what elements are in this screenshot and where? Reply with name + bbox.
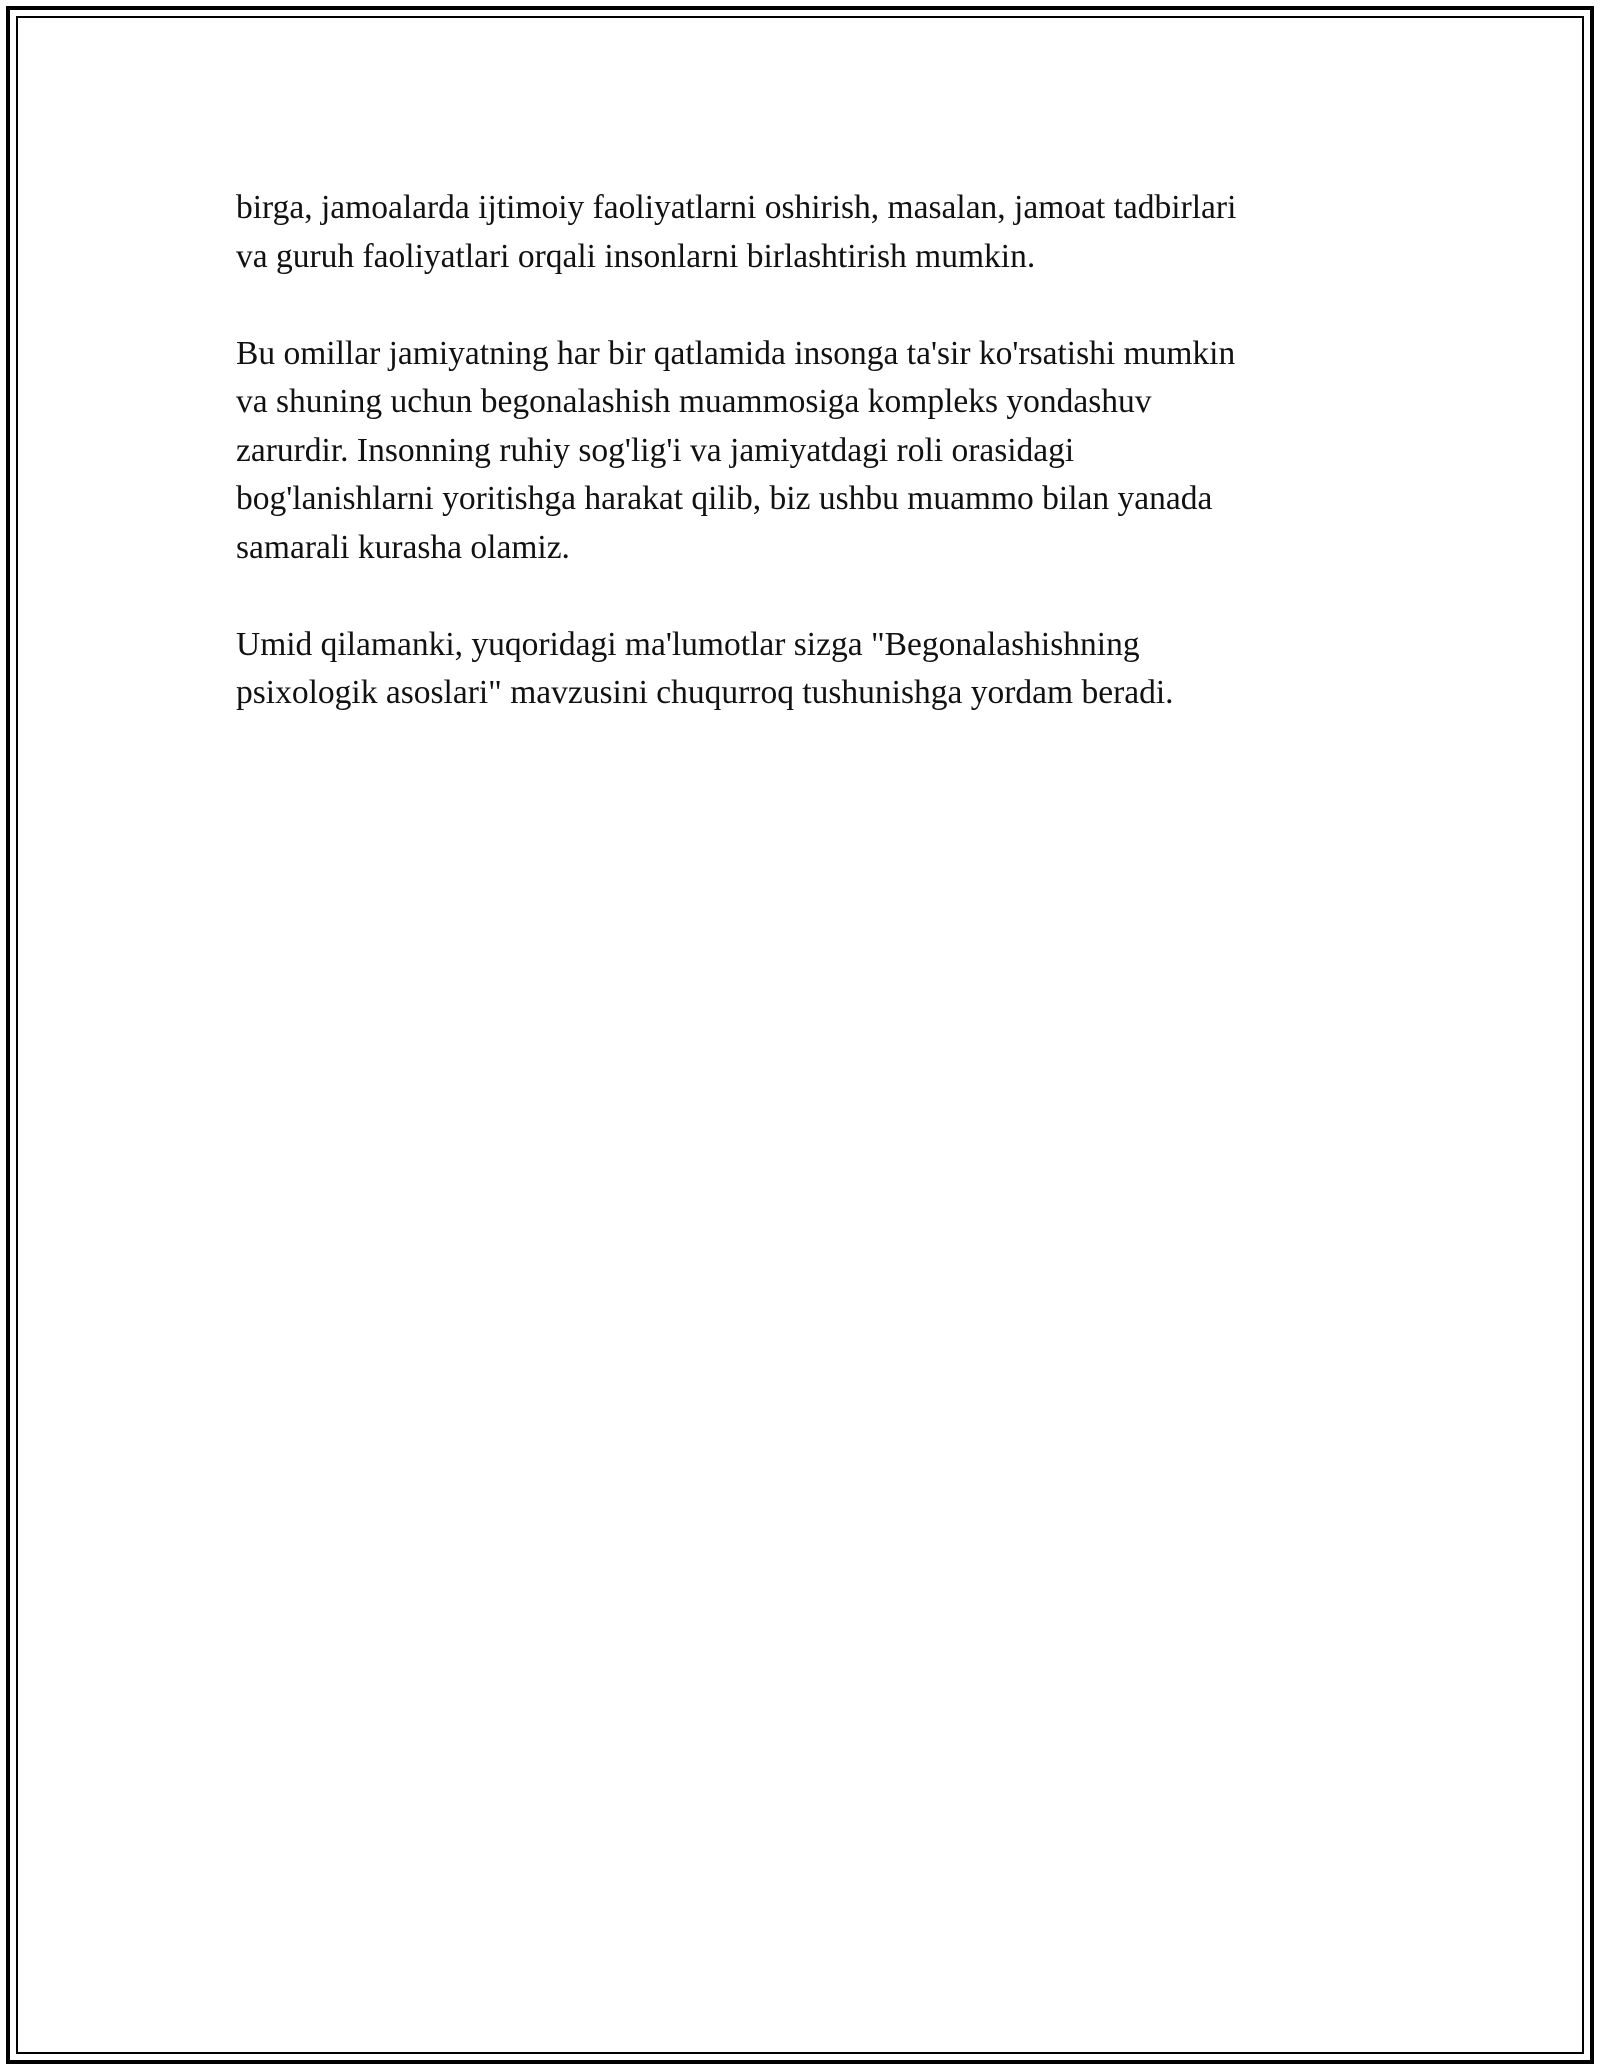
text-line: zarurdir. Insonning ruhiy sog'lig'i va jamiyatdagi roli orasidagi [236, 431, 1075, 469]
text-line: bog'lanishlarni yoritishga harakat qilib, biz ushbu muammo bilan yanada [236, 480, 1213, 517]
text-line: va shuning uchun begonalashish muammosiga kompleks yondashuv [236, 383, 1152, 420]
text-line: samarali kurasha olamiz. [236, 528, 570, 566]
text-line: psixologik asoslari" mavzusini chuqurroq tushunishga yordam beradi. [236, 674, 1174, 711]
paragraph-3 [236, 621, 1356, 718]
paragraph-2 [236, 330, 1356, 573]
text-line: Umid qilamanki, yuqoridagi ma'lumotlar sizga "Begonalashishning [236, 625, 1140, 663]
paragraph-1 [236, 184, 1356, 281]
text-line: birga, jamoalarda ijtimoiy faoliyatlarni oshirish, masalan, jamoat tadbirlari [236, 189, 1237, 226]
text-line: Bu omillar jamiyatning har bir qatlamida insonga ta'sir ko'rsatishi mumkin [236, 334, 1236, 372]
text-line: va guruh faoliyatlari orqali insonlarni birlashtirish mumkin. [236, 237, 1036, 275]
document-body [236, 184, 1356, 766]
